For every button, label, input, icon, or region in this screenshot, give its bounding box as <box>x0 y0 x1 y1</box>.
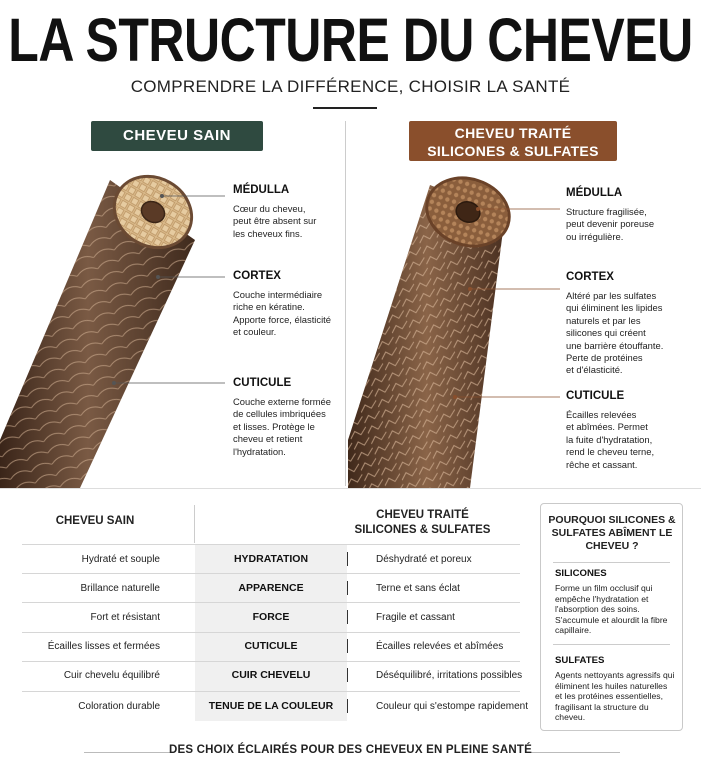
sidebox-title: POURQUOI SILICONES & SULFATES ABÎMENT LE CHEVEU ? <box>548 514 676 552</box>
sidebox-sulfates-title: SULFATES <box>555 655 605 666</box>
table-cell-treated: Couleur qui s'estompe rapidement <box>376 701 528 712</box>
table-tick <box>347 581 348 595</box>
table-tick <box>347 552 348 566</box>
sidebox-divider <box>553 644 670 645</box>
table-head-treated: CHEVEU TRAITÉ SILICONES & SULFATES <box>354 509 491 536</box>
healthy-cortex-title: CORTEX <box>233 270 281 282</box>
healthy-cuticle-desc: Couche externe formée de cellules imbriquées et lisses. Protège le cheveu et retient l'hydratation. <box>233 396 331 457</box>
table-cell-criterion: HYDRATATION <box>233 553 309 565</box>
table-cell-criterion: TENUE DE LA COULEUR <box>208 700 334 712</box>
table-tick <box>347 610 348 624</box>
table-cell-healthy: Cuir chevelu équilibré <box>63 670 160 681</box>
healthy-medulla-title: MÉDULLA <box>233 184 290 196</box>
sidebox-divider <box>553 562 670 563</box>
healthy-hair-badge: CHEVEU SAIN <box>91 121 263 151</box>
treated-badge-line1: CHEVEU TRAITÉ <box>454 125 572 141</box>
table-cell-treated: Fragile et cassant <box>376 612 455 623</box>
sidebox-sulfates-text: Agents nettoyants agressifs qui éliminent les huiles naturelles et les protéines essentielles, fragilisant la structure du cheveu. <box>555 670 675 723</box>
table-cell-healthy: Fort et résistant <box>90 612 160 623</box>
sidebox-silicones-title: SILICONES <box>555 568 607 579</box>
footer-tagline: DES CHOIX ÉCLAIRÉS POUR DES CHEVEUX EN PLEINE SANTÉ <box>169 744 532 756</box>
table-cell-healthy: Écailles lisses et fermées <box>47 641 160 652</box>
section-divider <box>0 488 701 489</box>
treated-hair-strand <box>348 168 518 488</box>
treated-medulla-title: MÉDULLA <box>566 187 623 199</box>
table-cell-healthy: Brillance naturelle <box>80 583 160 594</box>
sidebox-silicones-text: Forme un film occlusif qui empêche l'hydratation et l'absorption des soins. S'accumule et alourdit la fibre capillaire. <box>555 583 668 636</box>
table-head-divider <box>194 505 195 543</box>
table-cell-treated: Écailles relevées et abîmées <box>376 641 504 652</box>
table-tick <box>347 639 348 653</box>
table-cell-criterion: APPARENCE <box>238 582 304 594</box>
treated-cortex-title: CORTEX <box>566 271 614 283</box>
page-title: LA STRUCTURE DU CHEVEU <box>8 6 693 75</box>
table-cell-healthy: Coloration durable <box>78 701 160 712</box>
table-tick <box>347 668 348 682</box>
table-cell-criterion: CUIR CHEVELU <box>231 669 311 681</box>
table-cell-treated: Déséquilibré, irritations possibles <box>376 670 523 681</box>
healthy-cortex-desc: Couche intermédiaire riche en kératine. Apporte force, élasticité et couleur. <box>233 289 331 338</box>
treated-cuticle-title: CUTICULE <box>566 390 625 402</box>
healthy-hair-strand <box>0 163 205 488</box>
healthy-medulla-desc: Cœur du cheveu, peut être absent sur les cheveux fins. <box>233 203 317 239</box>
page-subtitle: COMPRENDRE LA DIFFÉRENCE, CHOISIR LA SANTÉ <box>130 77 571 96</box>
table-cell-healthy: Hydraté et souple <box>81 554 160 565</box>
table-cell-criterion: FORCE <box>252 611 290 623</box>
treated-cuticle-desc: Écailles relevées et abîmées. Permet la fuite d'hydratation, rend le cheveu terne, rêche et cassant. <box>566 409 655 470</box>
table-cell-treated: Terne et sans éclat <box>376 583 460 594</box>
table-cell-criterion: CUTICULE <box>244 640 298 652</box>
table-cell-treated: Déshydraté et poreux <box>376 554 472 565</box>
treated-medulla-desc: Structure fragilisée, peut devenir poreuse ou irrégulière. <box>566 206 655 242</box>
treated-badge-line2: SILICONES & SULFATES <box>427 143 599 159</box>
title-divider <box>313 107 377 109</box>
healthy-cuticle-title: CUTICULE <box>233 377 292 389</box>
treated-hair-badge <box>409 121 617 161</box>
table-head-healthy: CHEVEU SAIN <box>55 515 135 527</box>
treated-cortex-desc: Altéré par les sulfates qui éliminent les lipides naturels et par les silicones qui créent une barrière étouffante. Perte de protéines et d'élasticité. <box>566 290 664 376</box>
table-tick <box>347 699 348 713</box>
